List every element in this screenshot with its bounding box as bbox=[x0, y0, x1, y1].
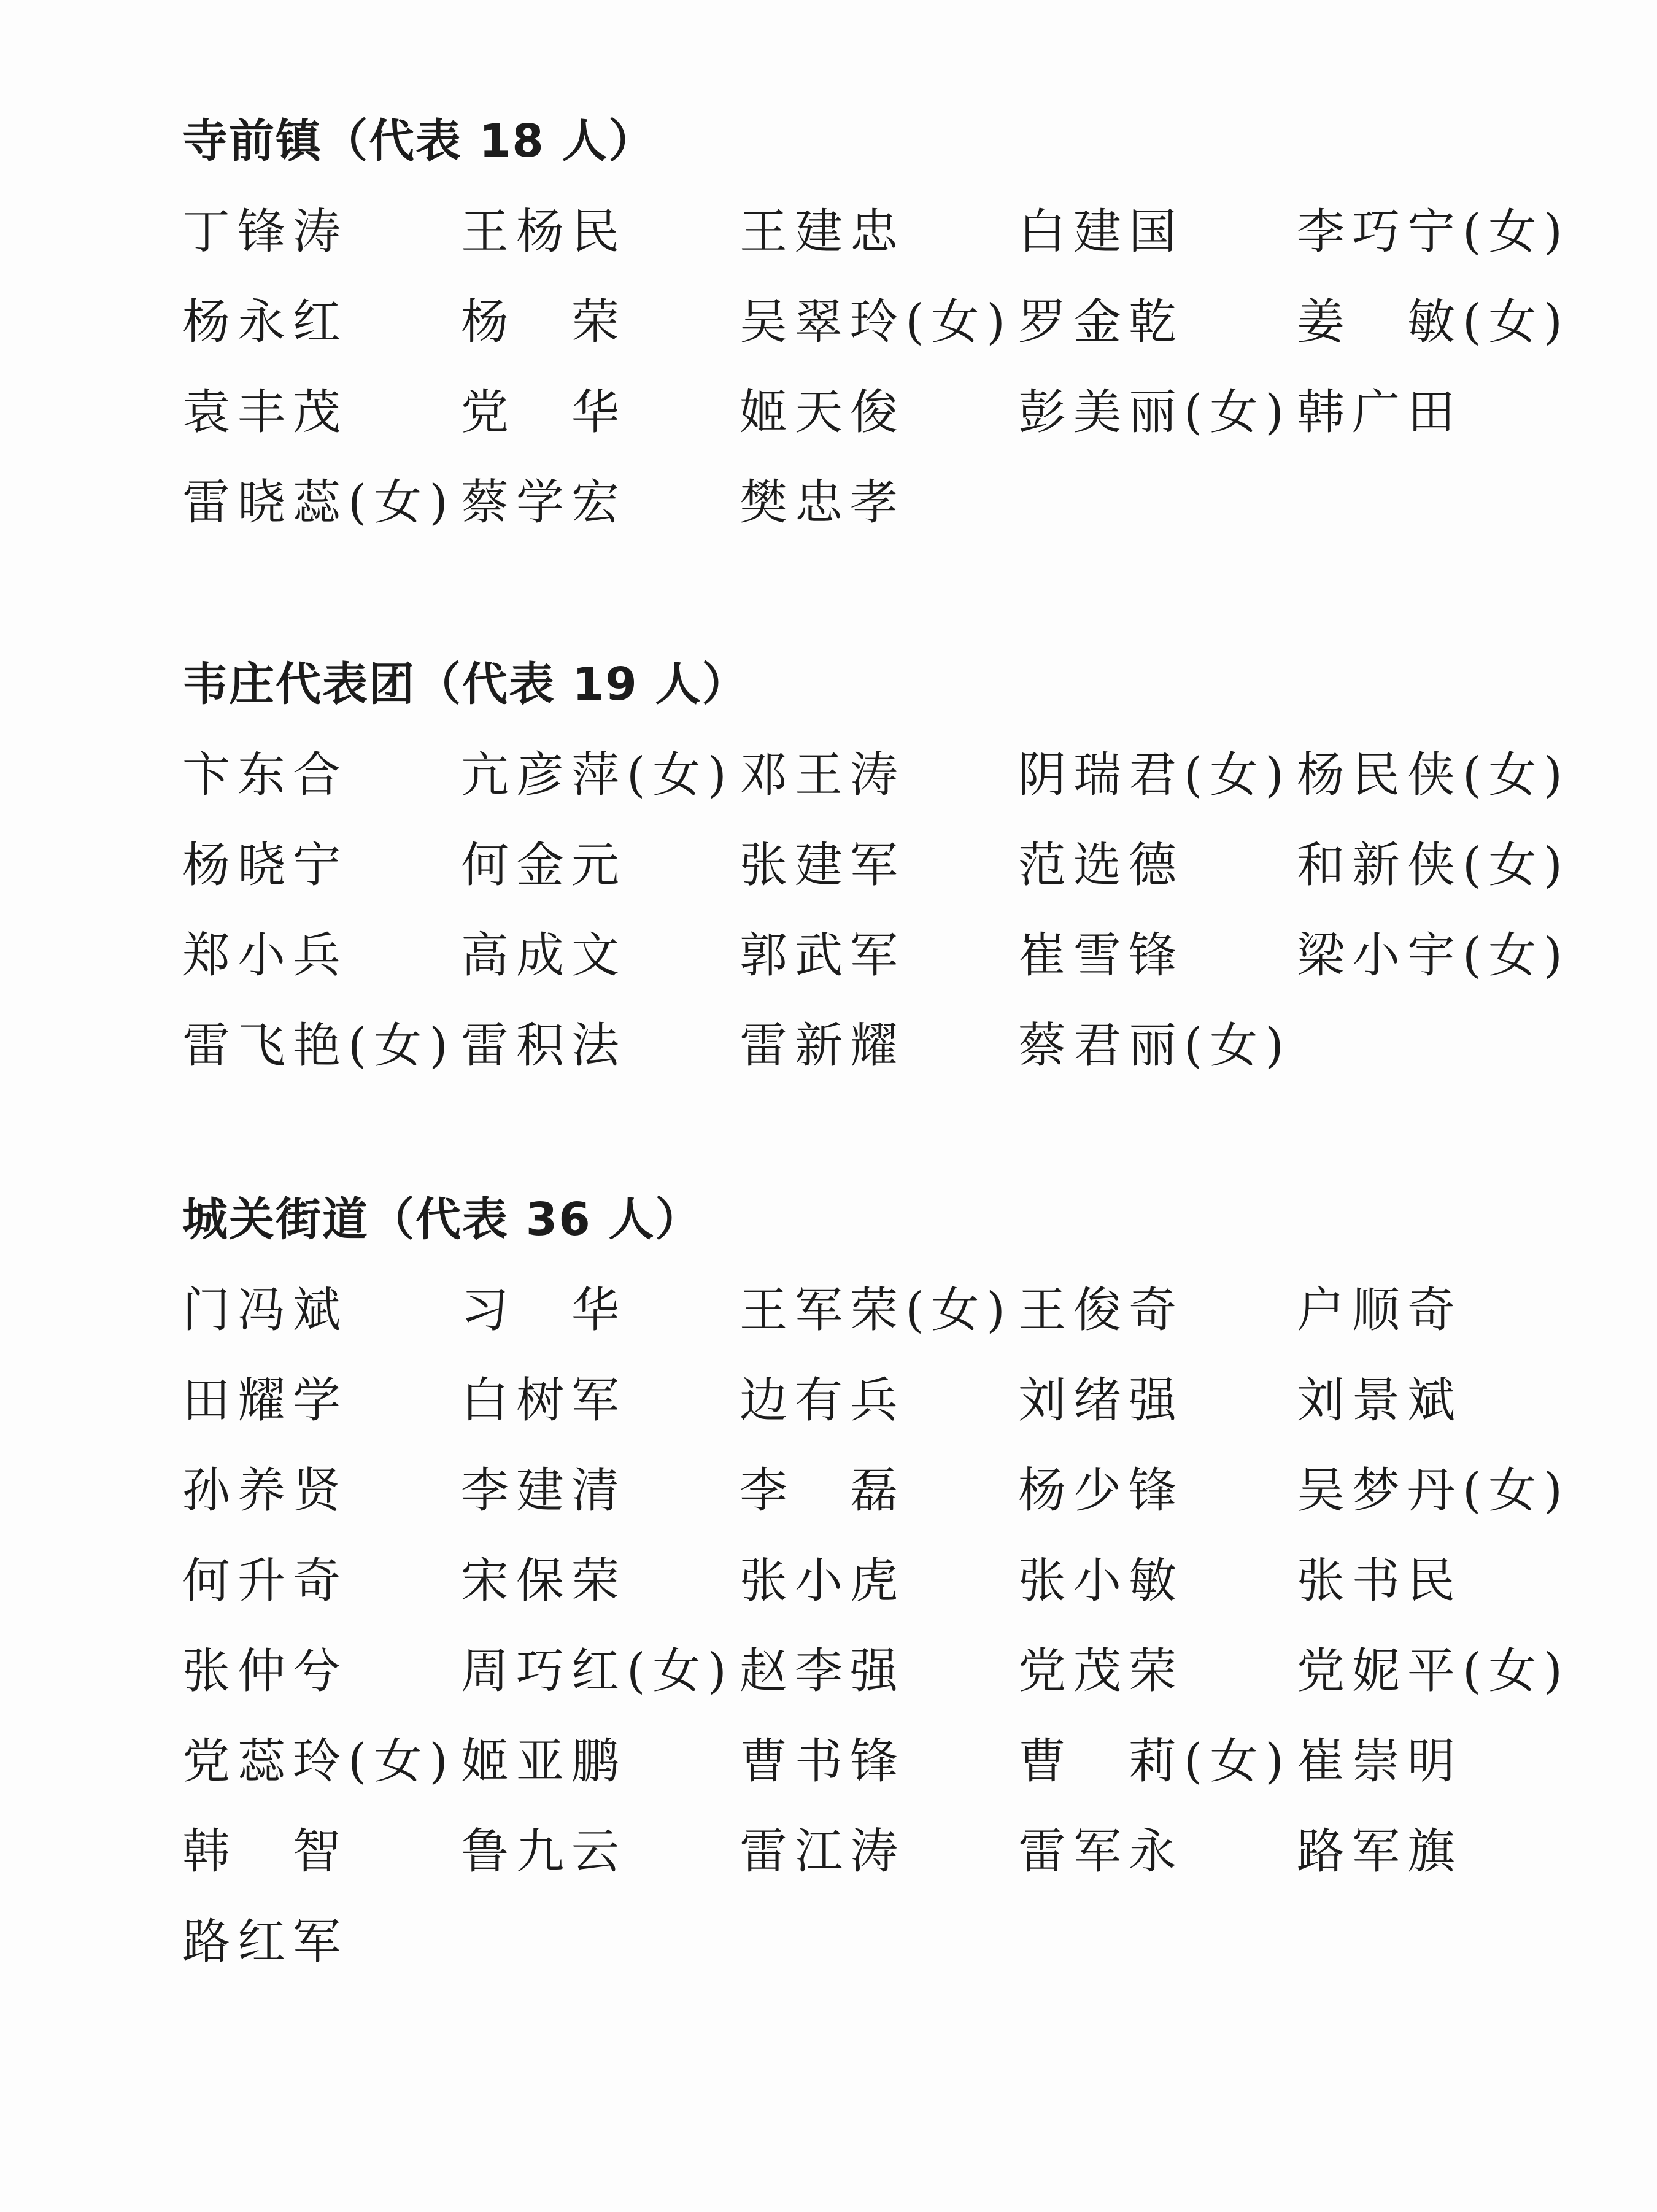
name-entry: 杨少锋 bbox=[1018, 1463, 1184, 1518]
name-entry: 李巧宁(女) bbox=[1297, 204, 1570, 260]
name-entry: 李 磊 bbox=[740, 1463, 906, 1518]
name-entry bbox=[1018, 1897, 1297, 1987]
name-entry: 张仲兮 bbox=[182, 1644, 349, 1699]
name-entry: 赵李强 bbox=[740, 1644, 906, 1699]
name-entry: 王杨民 bbox=[461, 204, 627, 260]
name-entry: 路红军 bbox=[182, 1914, 349, 1970]
name-entry: 韩广田 bbox=[1297, 385, 1463, 440]
name-entry: 杨民侠(女) bbox=[1297, 748, 1570, 803]
name-entry: 王建忠 bbox=[740, 204, 906, 260]
name-entry bbox=[1018, 458, 1297, 548]
name-entry: 高成文 bbox=[461, 928, 627, 983]
name-entry: 白树军 bbox=[461, 1373, 627, 1428]
name-entry: 王俊奇 bbox=[1018, 1283, 1184, 1338]
name-entry: 党茂荣 bbox=[1018, 1644, 1184, 1699]
name-entry: 张小虎 bbox=[740, 1553, 906, 1609]
name-entry: 雷积法 bbox=[461, 1018, 627, 1073]
name-entry: 蔡学宏 bbox=[461, 475, 627, 530]
name-entry: 郑小兵 bbox=[182, 928, 349, 983]
name-entry: 周巧红(女) bbox=[461, 1644, 734, 1699]
name-entry: 门冯斌 bbox=[182, 1283, 349, 1338]
name-entry: 梁小宇(女) bbox=[1297, 928, 1570, 983]
name-entry: 边有兵 bbox=[740, 1373, 906, 1428]
section-weizhuang bbox=[182, 638, 1594, 1091]
name-entry: 刘景斌 bbox=[1297, 1373, 1463, 1428]
name-entry: 何升奇 bbox=[182, 1553, 349, 1609]
name-entry: 范选德 bbox=[1018, 838, 1184, 893]
name-entry: 党妮平(女) bbox=[1297, 1644, 1570, 1699]
name-entry: 和新侠(女) bbox=[1297, 838, 1570, 893]
name-entry: 张小敏 bbox=[1018, 1553, 1184, 1609]
name-entry: 邓王涛 bbox=[740, 748, 906, 803]
name-entry: 白建国 bbox=[1018, 204, 1184, 260]
name-list bbox=[182, 187, 1594, 548]
name-entry: 蔡君丽(女) bbox=[1018, 1018, 1291, 1073]
name-entry: 袁丰茂 bbox=[182, 385, 349, 440]
name-entry: 杨永红 bbox=[182, 295, 349, 350]
name-entry: 李建清 bbox=[461, 1463, 627, 1518]
name-entry: 孙养贤 bbox=[182, 1463, 349, 1518]
name-entry: 户顺奇 bbox=[1297, 1283, 1463, 1338]
name-entry: 罗金乾 bbox=[1018, 295, 1184, 350]
name-entry: 杨 荣 bbox=[461, 295, 627, 350]
name-entry: 姬亚鹏 bbox=[461, 1734, 627, 1789]
name-entry: 韩 智 bbox=[182, 1824, 349, 1879]
name-entry: 樊忠孝 bbox=[740, 475, 906, 530]
name-entry: 何金元 bbox=[461, 838, 627, 893]
name-entry: 崔雪锋 bbox=[1018, 928, 1184, 983]
name-entry: 姜 敏(女) bbox=[1297, 295, 1570, 350]
name-entry: 雷军永 bbox=[1018, 1824, 1184, 1879]
name-entry: 丁锋涛 bbox=[182, 204, 349, 260]
name-entry bbox=[1297, 1001, 1575, 1091]
name-entry bbox=[1297, 1897, 1575, 1987]
name-entry: 吴梦丹(女) bbox=[1297, 1463, 1570, 1518]
name-entry: 路军旗 bbox=[1297, 1824, 1463, 1879]
name-entry: 卞东合 bbox=[182, 748, 349, 803]
name-entry: 习 华 bbox=[461, 1283, 627, 1338]
section-title: 城关街道（代表 36 人） bbox=[182, 1193, 702, 1246]
name-entry bbox=[740, 1897, 1018, 1987]
name-entry: 崔崇明 bbox=[1297, 1734, 1463, 1789]
name-entry: 杨晓宁 bbox=[182, 838, 349, 893]
name-list bbox=[182, 730, 1594, 1091]
section-title: 韦庄代表团（代表 19 人） bbox=[182, 658, 749, 711]
name-entry bbox=[1297, 458, 1575, 548]
name-entry: 刘绪强 bbox=[1018, 1373, 1184, 1428]
name-list bbox=[182, 1266, 1594, 1987]
name-entry: 亢彦萍(女) bbox=[461, 748, 734, 803]
name-entry: 雷飞艳(女) bbox=[182, 1018, 455, 1073]
section-siqian bbox=[182, 95, 1594, 548]
name-entry: 党蕊玲(女) bbox=[182, 1734, 455, 1789]
name-entry: 张书民 bbox=[1297, 1553, 1463, 1609]
name-entry: 吴翠玲(女) bbox=[740, 295, 1013, 350]
name-entry: 阴瑞君(女) bbox=[1018, 748, 1291, 803]
name-entry: 鲁九云 bbox=[461, 1824, 627, 1879]
name-entry: 彭美丽(女) bbox=[1018, 385, 1291, 440]
section-title: 寺前镇（代表 18 人） bbox=[182, 115, 655, 168]
name-entry: 宋保荣 bbox=[461, 1553, 627, 1609]
name-entry: 郭武军 bbox=[740, 928, 906, 983]
name-entry: 曹 莉(女) bbox=[1018, 1734, 1291, 1789]
name-entry: 雷新耀 bbox=[740, 1018, 906, 1073]
name-entry: 曹书锋 bbox=[740, 1734, 906, 1789]
name-entry: 雷晓蕊(女) bbox=[182, 475, 455, 530]
name-entry bbox=[461, 1897, 740, 1987]
name-entry: 田耀学 bbox=[182, 1373, 349, 1428]
section-chengguan bbox=[182, 1174, 1594, 1987]
name-entry: 姬天俊 bbox=[740, 385, 906, 440]
name-entry: 张建军 bbox=[740, 838, 906, 893]
name-entry: 王军荣(女) bbox=[740, 1283, 1013, 1338]
name-entry: 党 华 bbox=[461, 385, 627, 440]
name-entry: 雷江涛 bbox=[740, 1824, 906, 1879]
